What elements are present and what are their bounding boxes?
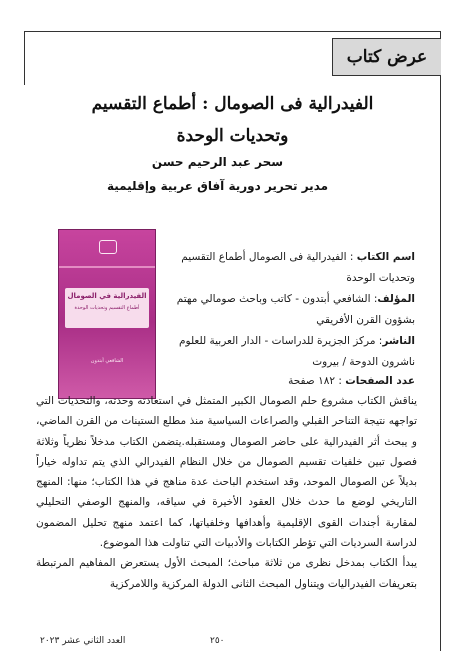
publisher-logo-icon xyxy=(99,240,117,254)
cover-stripe xyxy=(59,266,155,268)
section-label: عرض كتاب xyxy=(332,38,441,76)
book-publisher-value: : مركز الجزيرة للدراسات - الدار العربية للعلوم ناشرون الدوحة / بيروت xyxy=(179,335,415,368)
book-info xyxy=(170,247,415,373)
article-body xyxy=(36,391,417,594)
book-name-label: اسم الكتاب xyxy=(356,251,415,263)
book-publisher-label: الناشر xyxy=(382,335,415,347)
article-author xyxy=(40,150,395,198)
book-pages-label: عدد الصفحات xyxy=(345,375,415,387)
book-publisher-row xyxy=(170,331,415,373)
book-cover-image xyxy=(58,229,156,399)
article-title xyxy=(40,88,425,152)
article-title-line1: الفيدرالية فى الصومال : أطماع التقسيم xyxy=(91,94,374,114)
body-paragraph-1: يناقش الكتاب مشروع حلم الصومال الكبير المتمثل في استعادته وحدته، والتحديات التي تواجهه نتيجة التناحر القبلي والصراعات السياسية منذ مطلع الستينات من القرن الماضي، و يبحث أثر الفيدرالية على حاضر الصومال ومستقبله.يتضمن الكتاب مدخلاً نظرياً وثلاثة فصول تبين خلفيات تقسيم الصومال من خلال النظام الفيدرالي الذي يتم تداوله خياراً بديلاً عن الصومال الموحد، وقد استخدم الباحث عدة مناهج في هذا الكتاب؛ منها: المنهج التاريخي لوضع ما حدث خلال العقود الأخيرة في سياقه، والمنهج الوصفي التحليلي لمقاربة أجندات القوى الإقليمية وأهدافها وخلفياتها، كما اعتمد منهج تحليل المضمون لدراسة السرديات التي تؤطر الكتابات والأدبيات التي تناولت هذا الموضوع. xyxy=(36,395,417,550)
book-pages-value: : ١٨٢ صفحة xyxy=(288,375,346,387)
frame-top-rule xyxy=(24,31,441,32)
book-author-value: : الشافعي أبتدون - كاتب وباحث صومالي مهتم بشؤون القرن الأفريقي xyxy=(176,293,415,326)
article-title-line2: وتحديات الوحدة xyxy=(176,126,289,146)
footer-page-number: ٢٥٠ xyxy=(210,636,225,646)
body-paragraph-2: يبدأ الكتاب بمدخل نظرى من ثلاثة مباحث؛ المبحث الأول يستعرض المفاهيم المرتبطة بتعريفات الفيدراليات ويتناول المبحث الثانى الدولة المركزية واللامركزية xyxy=(36,557,417,590)
author-name: سحر عبد الرحيم حسن xyxy=(151,155,284,169)
author-role: مدير تحرير دورية آفاق عربية وإقليمية xyxy=(106,179,329,193)
footer-issue: العدد الثاني عشر ٢٠٢٣ xyxy=(40,636,126,646)
cover-title: الفيدرالية في الصومال xyxy=(67,292,147,300)
frame-right-rule xyxy=(440,31,441,651)
book-author-row xyxy=(170,289,415,331)
frame-left-rule xyxy=(24,31,25,85)
book-name-value: : الفيدرالية فى الصومال أطماع التقسيم وتحديات الوحدة xyxy=(181,251,415,284)
cover-subtitle: أطماع التقسيم وتحديات الوحدة xyxy=(74,305,140,311)
book-pages-row xyxy=(170,371,415,391)
book-author-label: المؤلف xyxy=(377,293,415,305)
cover-author: الشافعي أبتدون xyxy=(90,358,124,364)
book-name-row xyxy=(170,247,415,289)
